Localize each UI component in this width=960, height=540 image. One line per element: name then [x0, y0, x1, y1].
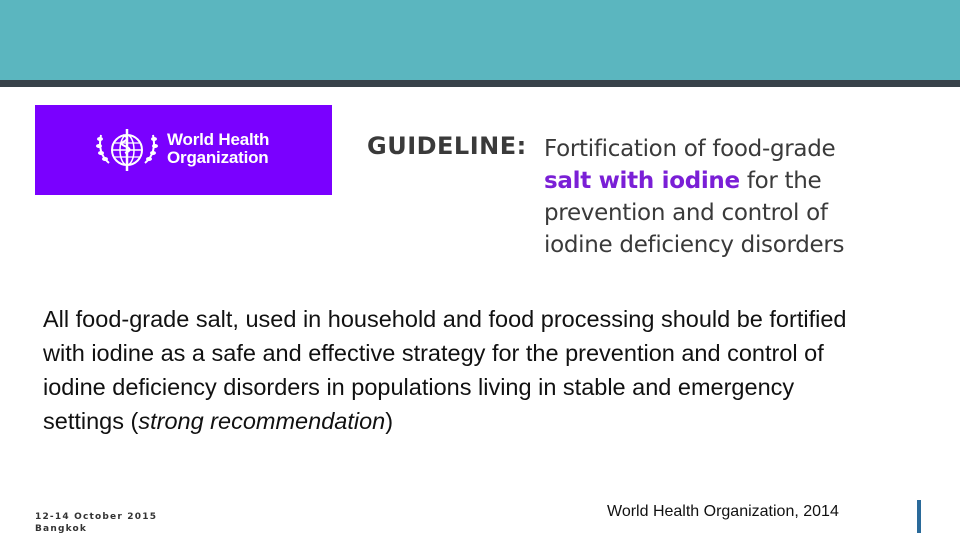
guideline-label: GUIDELINE:	[367, 132, 527, 160]
guideline-title	[544, 133, 944, 261]
header-rule	[0, 80, 960, 87]
footer-location: Bangkok	[35, 524, 88, 534]
guideline-title-line2	[544, 165, 944, 197]
footer-accent-bar	[917, 500, 921, 533]
guideline-title-line4: iodine deficiency disorders	[544, 232, 845, 258]
guideline-title-line2-rest: for the	[739, 168, 822, 194]
who-emblem-icon	[91, 123, 163, 177]
header-band	[0, 0, 960, 80]
recommendation-close: )	[385, 408, 394, 434]
guideline-title-line3: prevention and control of	[544, 200, 828, 226]
footer-date: 12-14 October 2015	[35, 512, 158, 522]
footer-date-block	[35, 511, 157, 535]
recommendation-main: All food-grade salt, used in household and food processing should be fortified with iodine as a safe and effective strategy for the prevention and control of iodine deficiency disorders in populations living in stable and emergency settings (	[43, 306, 847, 434]
recommendation-strength: strong recommendation	[138, 408, 386, 434]
recommendation-text	[43, 302, 863, 438]
citation: World Health Organization, 2014	[607, 503, 839, 520]
who-logo	[35, 105, 332, 195]
guideline-title-line1: Fortification of food-grade	[544, 136, 836, 162]
who-wordmark-line1: World Health	[167, 130, 270, 149]
who-wordmark	[167, 131, 269, 167]
who-wordmark-line2: Organization	[167, 148, 269, 167]
guideline-title-highlight: salt with iodine	[544, 168, 740, 194]
